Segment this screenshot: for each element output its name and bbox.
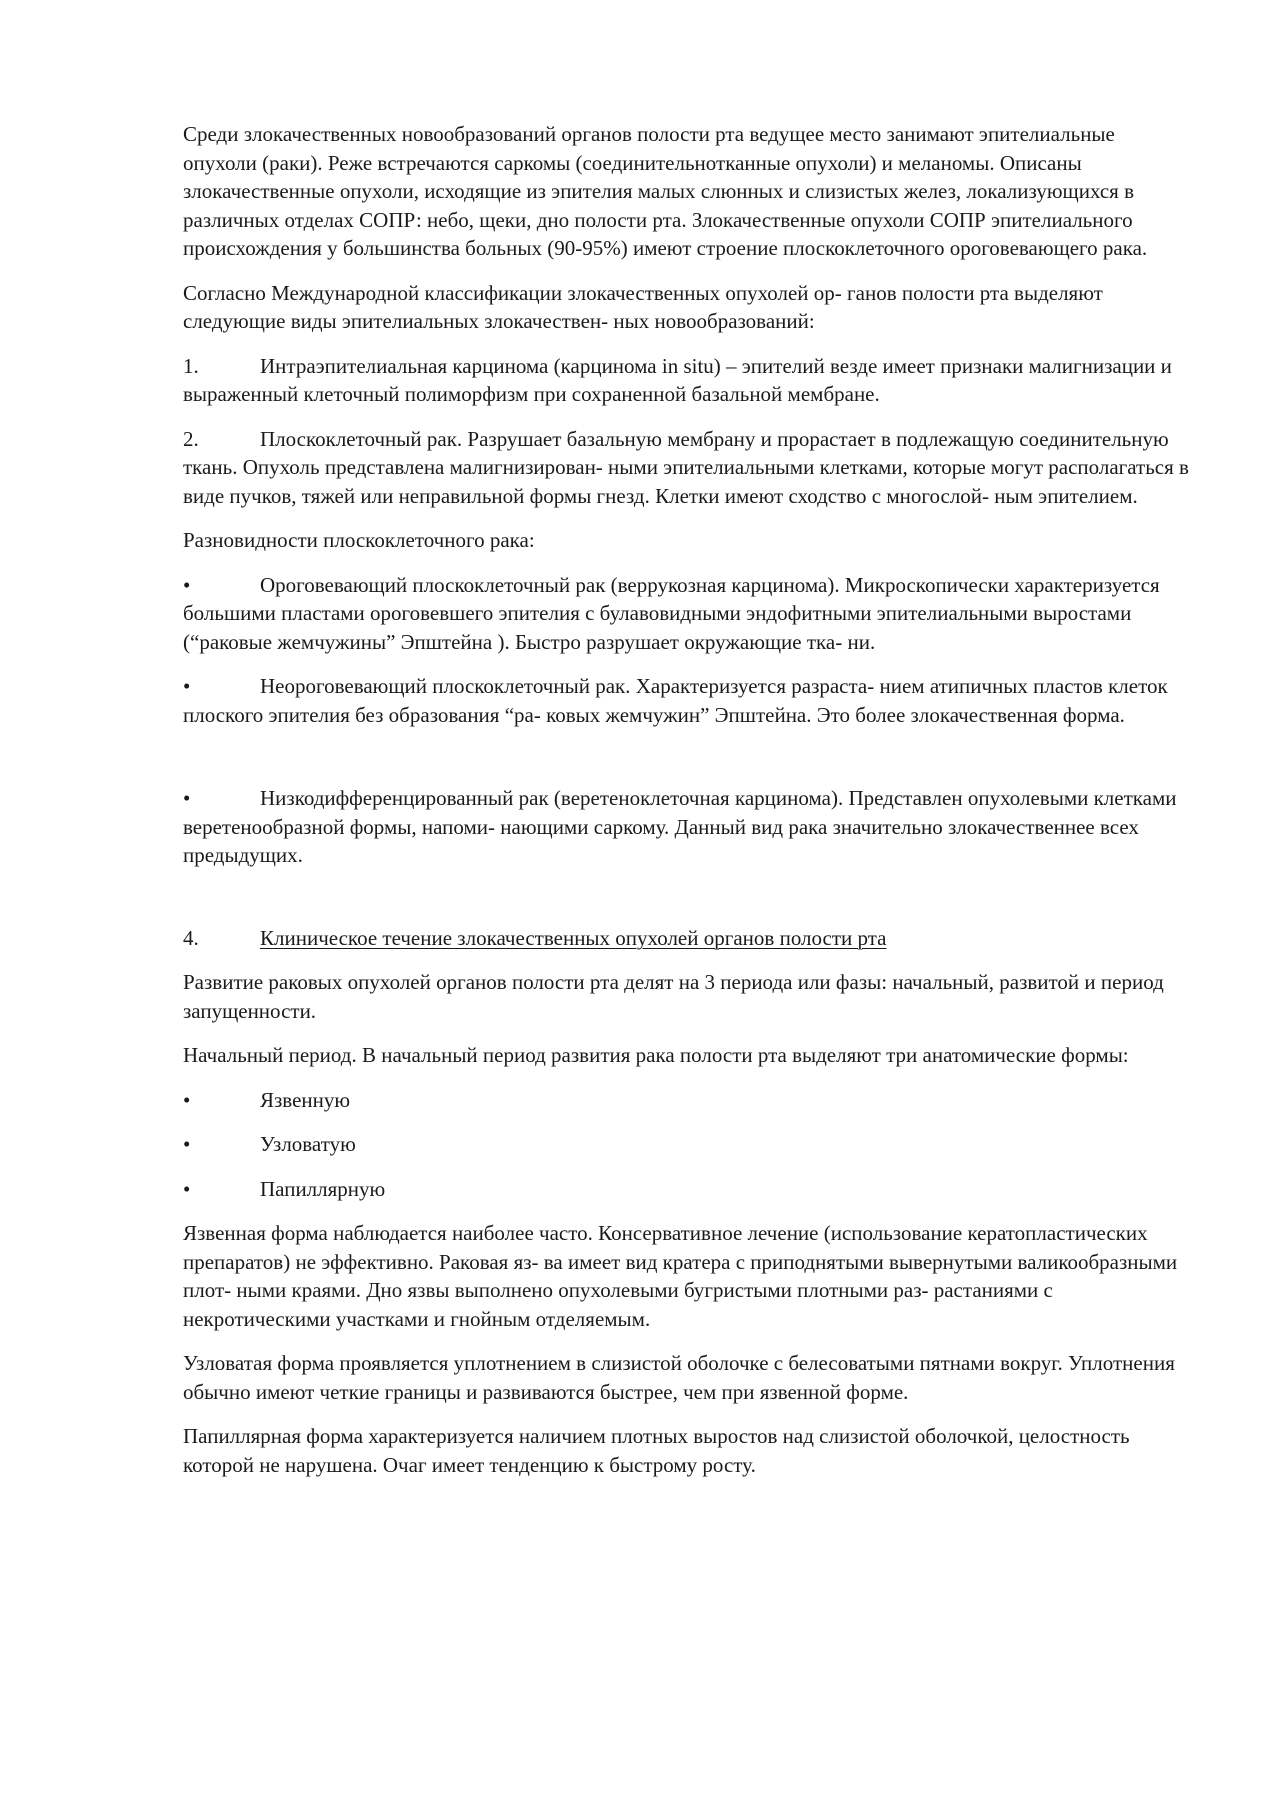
- bullet-marker: •: [183, 1132, 191, 1156]
- list-item-text: Язвенную: [260, 1087, 351, 1112]
- bullet-marker: •: [183, 572, 191, 597]
- bullet-marker: •: [183, 1087, 191, 1112]
- ulcer-form-paragraph: Язвенная форма наблюдается наиболее часто. Консервативное лечение (использование кератопластических препаратов) не эффективно. Раковая яз- ва имеет вид кратера с приподнятыми вывернутыми валикообразными плот- ными краями. Дно язвы выполнено опухолевыми бугристыми плотными раз- растаниями с некротическими участками и гнойным отделяемым.: [183, 1221, 1178, 1331]
- section-title: Клиническое течение злокачественных опухолей органов полости рта: [260, 925, 887, 950]
- section-number: 4.: [183, 925, 199, 950]
- list-item-text: Низкодифференцированный рак (веретеноклеточная карцинома). Представлен опухолевыми клетками веретенообразной формы, напоми- нающими саркому. Данный вид рака значительно злокачественнее всех предыдущих.: [183, 786, 1177, 867]
- classification-paragraph: Согласно Международной классификации злокачественных опухолей ор- ганов полости рта выделяют следующие виды эпителиальных злокачествен- ных новообразований:: [183, 280, 1103, 333]
- list-marker: 2.: [183, 426, 199, 451]
- numbered-item-2: [183, 425, 1193, 511]
- list-item-text: Ороговевающий плоскоклеточный рак (веррукозная карцинома). Микроскопически характеризуется большими пластами ороговевшего эпителия с булавовидными эндофитными эпителиальными выростами (“раковые жемчужины” Эпштейна ). Быстро разрушает окружающие тка- ни.: [183, 572, 1160, 654]
- bullet-marker: •: [183, 786, 191, 810]
- variety-item-3: [183, 784, 1193, 870]
- bullet-marker: •: [183, 674, 191, 698]
- list-item-text: Неороговевающий плоскоклеточный рак. Характеризуется разраста- нием атипичных пластов клеток плоского эпителия без образования “ра- ковых жемчужин” Эпштейна. Это более злокачественная форма.: [183, 674, 1168, 727]
- initial-period-paragraph: Начальный период. В начальный период развития рака полости рта выделяют три анатомические формы:: [183, 1043, 1129, 1067]
- nodular-form-paragraph: Узловатая форма проявляется уплотнением в слизистой оболочке с белесоватыми пятнами вокруг. Уплотнения обычно имеют четкие границы и развиваются быстрее, чем при язвенной форме.: [183, 1351, 1175, 1404]
- list-item-text: Интраэпителиальная карцинома (карцинома in situ) – эпителий везде имеет признаки малигнизации и выраженный клеточный полиморфизм при сохраненной базальной мембране.: [183, 353, 1172, 406]
- variety-item-1: [183, 571, 1193, 657]
- list-item-text: Папиллярную: [260, 1176, 386, 1201]
- variety-item-2: [183, 672, 1193, 729]
- form-item-nodular: [183, 1130, 1193, 1159]
- varieties-paragraph: Разновидности плоскоклеточного рака:: [183, 528, 535, 552]
- periods-paragraph: Развитие раковых опухолей органов полости рта делят на 3 периода или фазы: начальный, развитой и период запущенности.: [183, 970, 1164, 1023]
- form-item-papillary: [183, 1175, 1193, 1204]
- intro-paragraph: Среди злокачественных новообразований органов полости рта ведущее место занимают эпителиальные опухоли (раки). Реже встречаются саркомы (соединительнотканные опухоли) и меланомы. Описаны злокачественные опухоли, исходящие из эпителия малых слюнных и слизистых желез, локализующихся в различных отделах СОПР: небо, щеки, дно полости рта. Злокачественные опухоли СОПР эпителиального происхождения у большинства больных (90-95%) имеют строение плоскоклеточного ороговевающего рака.: [183, 122, 1148, 260]
- papillary-form-paragraph: Папиллярная форма характеризуется наличием плотных выростов над слизистой оболочкой, целостность которой не нарушена. Очаг имеет тенденцию к быстрому росту.: [183, 1424, 1130, 1477]
- bullet-marker: •: [183, 1176, 191, 1201]
- list-marker: 1.: [183, 353, 199, 378]
- section-heading: [183, 924, 1193, 953]
- form-item-ulcer: [183, 1086, 1193, 1115]
- numbered-item-1: [183, 352, 1193, 409]
- list-item-text: Узловатую: [260, 1132, 356, 1156]
- list-item-text: Плоскоклеточный рак. Разрушает базальную мембрану и прорастает в подлежащую соединительную ткань. Опухоль представлена малигнизирован- ными эпителиальными клетками, которые могут располагаться в виде пучков, тяжей или неправильной формы гнезд. Клетки имеют сходство с многослой- ным эпителием.: [183, 426, 1189, 508]
- document-page: [183, 120, 1193, 1495]
